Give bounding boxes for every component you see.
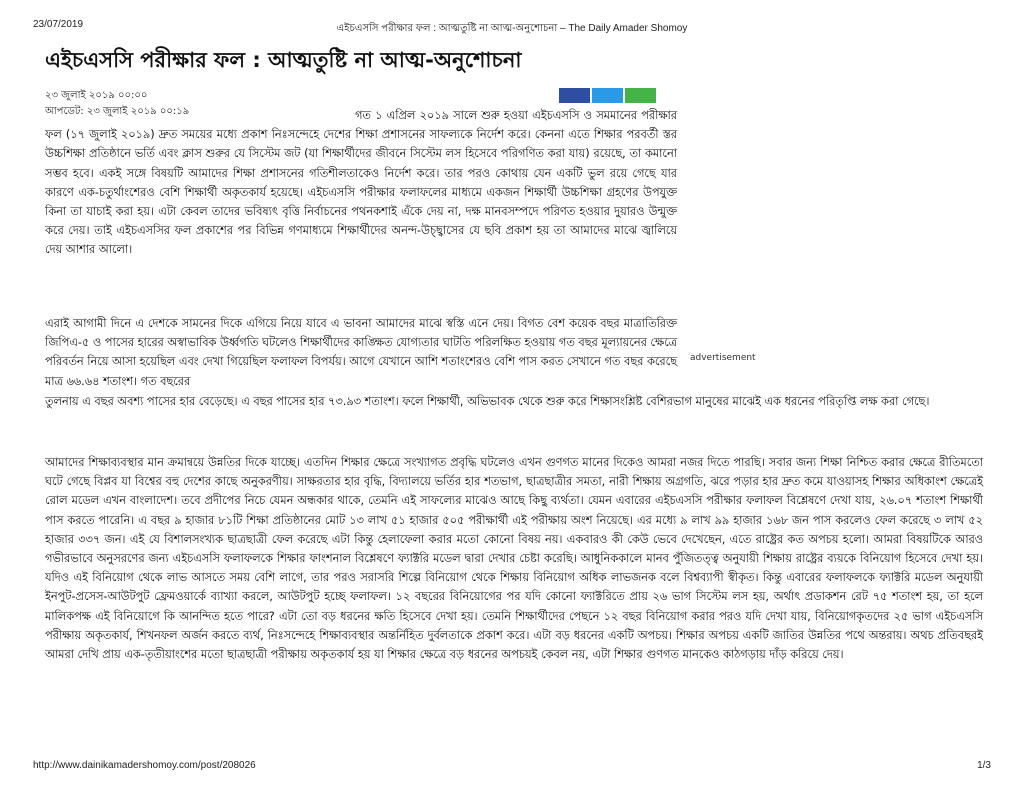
publish-date: ২৩ জুলাই ২০১৯ ০০:০০	[45, 90, 148, 101]
paragraph-text: আমাদের শিক্ষাব্যবস্থার মান ক্রমান্বয়ে উন্নতির দিকে যাচ্ছে। এতদিন শিক্ষার ক্ষেত্রে সংখ্যাগত প্রবৃদ্ধি ঘটলেও এখন গুণগত মানের দিকেও আমরা নজর দিতে পারছি। সবার জন্য শিক্ষা নিশ্চিত করার ক্ষেত্রে রীতিমতো ঘটে গেছে বিপ্লব যা বিশ্বের বহু দেশের কাছে অনুকরণীয়। সাক্ষরতার হার বৃদ্ধি, বিদ্যালয়ে ভর্তির হার শতভাগ, ছাত্রছাত্রীর সমতা, নারী শিক্ষায় অগ্রগতি, ঝরে পড়ার হার দ্রুত কমে যাওয়াসহ শিক্ষার অধিকাংশ ক্ষেত্রেই রোল মডেল এখন বাংলাদেশ। তবে প্রদীপের নিচে যেমন অন্ধকার থাকে, তেমনি এই সাফল্যের মাঝেও আছে কিছু ব্যর্থতা। যেমন এবারের এইচএসসি পরীক্ষার ফলাফল বিশ্লেষণে দেখা যায়, ২৬.০৭ শতাংশ শিক্ষার্থী পাস করতে পারেনি। এ বছর ৯ হাজার ৮১টি শিক্ষা প্রতিষ্ঠানের মোট ১৩ লাখ ৫১ হাজার ৫০৫ পরীক্ষার্থী এই পরীক্ষায় অংশ নিয়েছে। এর মধ্যে ৯ লাখ ৯৯ হাজার ১৬৮ জন পাস করলেও ফেল করেছে ৩ লাখ ৫২ হাজার ৩৩৭ জন। এই যে বিশালসংখ্যক ছাত্রছাত্রী ফেল করেছে এটা কিন্তু হেলাফেলা করার মতো কোনো বিষয় নয়। একবারও কী কেউ ভেবে দেখেছেন, এতে রাষ্ট্রের কত অপচয় হলো। আমরা বিষয়টিকে আরও গভীরভাবে অনুসরণের জন্য এইচএসসি ফলাফলকে শিক্ষার ফাংশনাল বিশ্লেষণে ফ্যাক্টরি মডেল দ্বারা দেখার চেষ্টা করেছি। আধুনিককালে মানব পুঁজিতত্ত্ব অনুযায়ী শিক্ষায় রাষ্ট্রের ব্যয়কে বিনিয়োগ হিসেবে দেখা হয়। যদিও এই বিনিয়োগ থেকে লাভ আসতে সময় বেশি লাগে, তার পরও সরাসরি শিল্পে বিনিয়োগ থেকে শিক্ষায় বিনিয়োগ অধিক লাভজনক বলে বিশ্বব্যাপী স্বীকৃত। কিন্তু এবারের ফলাফলকে ফ্যাক্টরি মডেল অনুযায়ী ইনপুট-প্রসেস-আউটপুট ফ্রেমওয়ার্কে ব্যাখ্যা করলে, আউটপুট হচ্ছে ফলাফল। ১২ বছরের বিনিয়োগের পর যদি কোনো ফ্যাক্টরিতে প্রায় ২৬ ভাগ সিস্টেম লস হয়, অর্থাৎ প্রডাকশন রেট ৭৫ শতাংশ হয়, তা হলে মালিকপক্ষ এই বিনিয়োগে কি আনন্দিত হতে পারে? এটা তো বড় ধরনের ক্ষতি হিসেবে দেখা হয়। তেমনি শিক্ষার্থীদের পেছনে ১২ বছর বিনিয়োগ করার পরও যদি দেখা যায়, বিনিয়োগকৃতদের ২৫ ভাগ এইচএসসি পরীক্ষায় অকৃতকার্য, শিখনফল অর্জন করতে ব্যর্থ, নিঃসন্দেহে শিক্ষাব্যবস্থার অন্তর্নিহিত দুর্বলতাকে প্রকাশ করে। এটা বড় ধরনের একটি অপচয়। শিক্ষার অপচয় একটি জাতির উন্নতির পথে অন্তরায়। অথচ প্রতিবছরই আমরা দেখি প্রায় এক-তৃতীয়াংশের মতো ছাত্রছাত্রী পরীক্ষায় অকৃতকার্য হয় যা শিক্ষার ক্ষেত্রে বড় ধরনের অপচয়ই কেবল নয়, এটা শিক্ষার গুণগত মানকেও কাঠগড়ায় দাঁড় করিয়ে দেয়।	[45, 456, 983, 662]
article-paragraph-3	[45, 453, 983, 664]
twitter-share-button[interactable]	[592, 88, 623, 103]
paragraph-text: এরাই আগামী দিনে এ দেশকে সামনের দিকে এগিয়ে নিয়ে যাবে এ ভাবনা আমাদের মাঝে স্বস্তি এনে দেয়। বিগত বেশ কয়েক বছর মাত্রাতিরিক্ত জিপিএ-৫ ও পাসের হারের অস্বাভাবিক উর্ধ্বগতি ঘটলেও শিক্ষার্থীদের কাঙ্ক্ষিত যোগ্যতার ঘাটতি পরিলক্ষিত হওয়ায় গত বছর মূল্যায়নের ক্ষেত্রে পরিবর্তন নিয়ে আসা হয়েছিল এবং দেখা গিয়েছিল ফলাফল বিপর্যয়। আগে যেখানে আশি শতাংশেরও বেশি পাস করত সেখানে গত বছর করেছে মাত্র ৬৬.৬৪ শতাংশ। গত বছরের	[45, 317, 677, 388]
whatsapp-share-button[interactable]	[625, 88, 656, 103]
page-number: 1/3	[977, 760, 991, 771]
update-date: আপডেট: ২৩ জুলাই ২০১৯ ০০:১৯	[45, 106, 190, 117]
paragraph-text: গত ১ এপ্রিল ২০১৯ সালে শুরু হওয়া এইচএসসি ও সমমানের পরীক্ষার ফল (১৭ জুলাই ২০১৯) দ্রুত সময়ের মধ্যে প্রকাশ নিঃসন্দেহে দেশের শিক্ষা প্রশাসনের সাফল্যকে নির্দেশ করে। কেননা এতে শিক্ষার পরবর্তী স্তর উচ্চশিক্ষা প্রতিষ্ঠানে ভর্তি এবং ক্লাস শুরুর যে সিস্টেম জট (যা শিক্ষার্থীদের জীবনে সিস্টেম লস হিসেবে পরিগণিত করা যায়) রয়েছে, তা কমানো সম্ভব হবে। একই সঙ্গে বিষয়টি আমাদের শিক্ষা প্রশাসনের গতিশীলতাকেও নির্দেশ করে। তার পরও কোথায় যেন একটি ভুল রয়ে গেছে যার কারণে এক-চতুর্থাংশেরও বেশি শিক্ষার্থী অকৃতকার্য হয়েছে। এইচএসসি পরীক্ষার ফলাফলের মাধ্যমে একজন শিক্ষার্থী উচ্চশিক্ষা গ্রহণের উপযুক্ত কিনা তা যাচাই করা হয়। এটা কেবল তাদের ভবিষ্যৎ বৃত্তি নির্বাচনের পথনকশাই এঁকে দেয় না, দক্ষ মানবসম্পদে পরিণত হওয়ার দুয়ারও উন্মুক্ত করে দেয়। তাই এইচএসসির ফল প্রকাশের পর বিভিন্ন গণমাধ্যমে শিক্ষার্থীদের অনন্দ-উচ্ছ্বাসের যে ছবি প্রকাশ হয় তা আমাদের মাঝে জ্বালিয়ে দেয় আশার আলো।	[45, 109, 677, 257]
article-title: এইচএসসি পরীক্ষার ফল : আত্মতুষ্টি না আত্ম-অনুশোচনা	[45, 48, 522, 72]
page-header-title: এইচএসসি পরীক্ষার ফল : আত্মতুষ্টি না আত্ম-অনুশোচনা – The Daily Amader Shomoy	[336, 23, 688, 34]
article-paragraph-1	[45, 106, 677, 260]
footer-url[interactable]: http://www.dainikamadershomoy.com/post/208026	[33, 760, 256, 771]
print-date: 23/07/2019	[33, 19, 84, 30]
paragraph-text: তুলনায় এ বছর অবশ্য পাসের হার বেড়েছে। এ বছর পাসের হার ৭৩.৯৩ শতাংশ। ফলে শিক্ষার্থী, অভিভাবক থেকে শুরু করে শিক্ষাসংশ্লিষ্ট বেশিরভাগ মানুষের মাঝেই এক ধরনের পরিতৃপ্তি লক্ষ করা গেছে।	[45, 395, 930, 408]
article-paragraph-2-continued	[45, 392, 983, 411]
article-paragraph-2	[45, 314, 677, 391]
advertisement-label: advertisement	[690, 353, 756, 363]
facebook-share-button[interactable]	[559, 88, 590, 103]
